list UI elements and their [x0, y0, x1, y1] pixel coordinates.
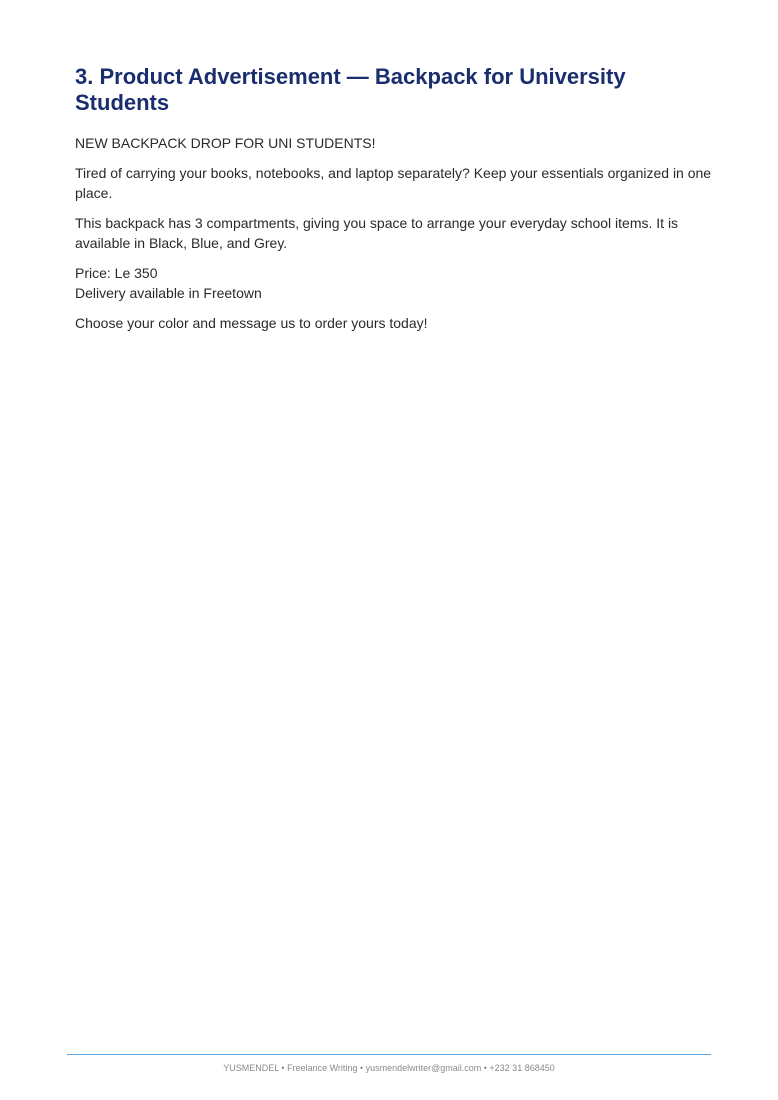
headline-paragraph: NEW BACKPACK DROP FOR UNI STUDENTS! — [75, 134, 376, 151]
closing-paragraph: Choose your color and message us to order yours today! — [75, 314, 428, 331]
page-footer: YUSMENDEL • Freelance Writing • yusmendelwriter@gmail.com • +232 31 868450 — [223, 1063, 555, 1073]
delivery-line: Delivery available in Freetown — [75, 284, 262, 301]
features-paragraph: This backpack has 3 compartments, giving you space to arrange your everyday school items. It is available in Black, Blue, and Grey. — [75, 214, 679, 251]
price-line: Price: Le 350 — [75, 264, 158, 281]
intro-paragraph: Tired of carrying your books, notebooks, and laptop separately? Keep your essentials organized in one place. — [75, 164, 712, 201]
document-body — [75, 64, 715, 343]
section-heading: 3. Product Advertisement — Backpack for University Students — [75, 64, 626, 116]
footer-divider — [67, 1054, 711, 1055]
price-block — [75, 263, 715, 303]
